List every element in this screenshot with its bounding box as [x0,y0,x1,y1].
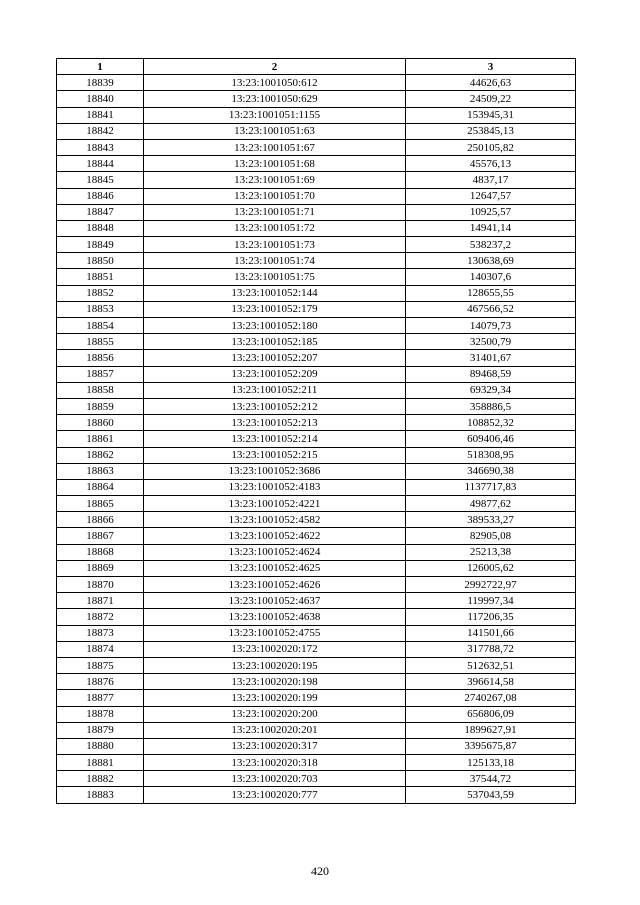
cadastral-number-cell: 13:23:1001052:4582 [144,512,406,528]
value-cell: 141501,66 [406,625,576,641]
table-row [57,382,576,398]
row-number-cell: 18854 [57,318,144,334]
table-row [57,204,576,220]
table-row [57,253,576,269]
value-cell: 346690,38 [406,463,576,479]
value-cell: 119997,34 [406,593,576,609]
value-cell: 467566,52 [406,301,576,317]
value-cell: 128655,55 [406,285,576,301]
table-row [57,75,576,91]
value-cell: 31401,67 [406,350,576,366]
cadastral-number-cell: 13:23:1002020:777 [144,787,406,803]
value-cell: 89468,59 [406,366,576,382]
row-number-cell: 18853 [57,301,144,317]
value-cell: 389533,27 [406,512,576,528]
row-number-cell: 18845 [57,172,144,188]
table-row [57,593,576,609]
value-cell: 518308,95 [406,447,576,463]
cadastral-number-cell: 13:23:1001052:4638 [144,609,406,625]
row-number-cell: 18864 [57,479,144,495]
value-cell: 537043,59 [406,787,576,803]
value-cell: 10925,57 [406,204,576,220]
value-cell: 108852,32 [406,415,576,431]
page-number: 420 [311,864,329,878]
row-number-cell: 18870 [57,577,144,593]
row-number-cell: 18840 [57,91,144,107]
table-row [57,107,576,123]
row-number-cell: 18877 [57,690,144,706]
value-cell: 69329,34 [406,382,576,398]
value-cell: 14079,73 [406,318,576,334]
value-cell: 250105,82 [406,139,576,155]
cadastral-number-cell: 13:23:1001051:72 [144,220,406,236]
row-number-cell: 18868 [57,544,144,560]
cadastral-number-cell: 13:23:1001052:4183 [144,479,406,495]
row-number-cell: 18883 [57,787,144,803]
value-cell: 117206,35 [406,609,576,625]
cadastral-number-cell: 13:23:1002020:201 [144,722,406,738]
row-number-cell: 18872 [57,609,144,625]
value-cell: 130638,69 [406,253,576,269]
cadastral-number-cell: 13:23:1002020:198 [144,674,406,690]
cadastral-number-cell: 13:23:1001052:179 [144,301,406,317]
data-table [56,58,576,804]
table-row [57,641,576,657]
value-cell: 49877,62 [406,496,576,512]
value-cell: 1137717,83 [406,479,576,495]
row-number-cell: 18842 [57,123,144,139]
cadastral-number-cell: 13:23:1001052:214 [144,431,406,447]
table-row [57,496,576,512]
row-number-cell: 18866 [57,512,144,528]
cadastral-number-cell: 13:23:1001052:144 [144,285,406,301]
table-row [57,318,576,334]
cadastral-number-cell: 13:23:1002020:199 [144,690,406,706]
value-cell: 1899627,91 [406,722,576,738]
cadastral-number-cell: 13:23:1001052:207 [144,350,406,366]
table-row [57,366,576,382]
cadastral-number-cell: 13:23:1001051:75 [144,269,406,285]
table-row [57,188,576,204]
value-cell: 82905,08 [406,528,576,544]
table-row [57,123,576,139]
table-row [57,172,576,188]
cadastral-number-cell: 13:23:1002020:200 [144,706,406,722]
row-number-cell: 18873 [57,625,144,641]
cadastral-number-cell: 13:23:1001051:1155 [144,107,406,123]
cadastral-number-cell: 13:23:1001052:185 [144,334,406,350]
row-number-cell: 18875 [57,657,144,673]
table-row [57,657,576,673]
table-row [57,334,576,350]
value-cell: 125133,18 [406,755,576,771]
value-cell: 396614,58 [406,674,576,690]
cadastral-number-cell: 13:23:1001052:4221 [144,496,406,512]
table-row [57,706,576,722]
value-cell: 45576,13 [406,156,576,172]
row-number-cell: 18860 [57,415,144,431]
value-cell: 253845,13 [406,123,576,139]
table-row [57,350,576,366]
cadastral-number-cell: 13:23:1001051:71 [144,204,406,220]
value-cell: 609406,46 [406,431,576,447]
table-row [57,512,576,528]
cadastral-number-cell: 13:23:1001052:4624 [144,544,406,560]
row-number-cell: 18844 [57,156,144,172]
table-body [57,75,576,803]
column-header-3: 3 [406,59,576,75]
header-row [57,59,576,75]
value-cell: 3395675,87 [406,738,576,754]
table-row [57,609,576,625]
cadastral-number-cell: 13:23:1001052:4626 [144,577,406,593]
row-number-cell: 18856 [57,350,144,366]
cadastral-number-cell: 13:23:1001052:212 [144,398,406,414]
row-number-cell: 18857 [57,366,144,382]
cadastral-number-cell: 13:23:1001052:213 [144,415,406,431]
row-number-cell: 18871 [57,593,144,609]
column-header-2: 2 [144,59,406,75]
table-row [57,91,576,107]
value-cell: 512632,51 [406,657,576,673]
cadastral-number-cell: 13:23:1001051:68 [144,156,406,172]
row-number-cell: 18878 [57,706,144,722]
table-row [57,156,576,172]
table-row [57,738,576,754]
cadastral-number-cell: 13:23:1002020:195 [144,657,406,673]
value-cell: 24509,22 [406,91,576,107]
cadastral-number-cell: 13:23:1001050:629 [144,91,406,107]
cadastral-number-cell: 13:23:1001051:73 [144,237,406,253]
row-number-cell: 18843 [57,139,144,155]
table-row [57,447,576,463]
table-row [57,560,576,576]
row-number-cell: 18869 [57,560,144,576]
value-cell: 140307,6 [406,269,576,285]
cadastral-number-cell: 13:23:1002020:703 [144,771,406,787]
cadastral-number-cell: 13:23:1002020:317 [144,738,406,754]
row-number-cell: 18849 [57,237,144,253]
row-number-cell: 18855 [57,334,144,350]
cadastral-number-cell: 13:23:1001052:211 [144,382,406,398]
cadastral-number-cell: 13:23:1001052:4625 [144,560,406,576]
table-row [57,415,576,431]
table-row [57,463,576,479]
value-cell: 44626,63 [406,75,576,91]
table-row [57,625,576,641]
table-row [57,398,576,414]
row-number-cell: 18867 [57,528,144,544]
cadastral-number-cell: 13:23:1001052:215 [144,447,406,463]
row-number-cell: 18865 [57,496,144,512]
value-cell: 126005,62 [406,560,576,576]
table-row [57,479,576,495]
table-row [57,139,576,155]
row-number-cell: 18846 [57,188,144,204]
row-number-cell: 18861 [57,431,144,447]
cadastral-number-cell: 13:23:1001050:612 [144,75,406,91]
row-number-cell: 18863 [57,463,144,479]
cadastral-number-cell: 13:23:1001052:4622 [144,528,406,544]
value-cell: 25213,38 [406,544,576,560]
column-header-1: 1 [57,59,144,75]
table-row [57,301,576,317]
value-cell: 538237,2 [406,237,576,253]
value-cell: 4837,17 [406,172,576,188]
row-number-cell: 18841 [57,107,144,123]
value-cell: 2740267,08 [406,690,576,706]
table-row [57,528,576,544]
table-row [57,787,576,803]
value-cell: 12647,57 [406,188,576,204]
table-row [57,690,576,706]
table-row [57,544,576,560]
cadastral-number-cell: 13:23:1001052:4755 [144,625,406,641]
row-number-cell: 18881 [57,755,144,771]
row-number-cell: 18880 [57,738,144,754]
row-number-cell: 18851 [57,269,144,285]
cadastral-number-cell: 13:23:1001051:67 [144,139,406,155]
cadastral-number-cell: 13:23:1001052:4637 [144,593,406,609]
cadastral-number-cell: 13:23:1001052:209 [144,366,406,382]
table-header [57,59,576,75]
table-row [57,577,576,593]
row-number-cell: 18859 [57,398,144,414]
value-cell: 153945,31 [406,107,576,123]
value-cell: 2992722,97 [406,577,576,593]
table-row [57,269,576,285]
row-number-cell: 18874 [57,641,144,657]
cadastral-number-cell: 13:23:1001052:180 [144,318,406,334]
cadastral-number-cell: 13:23:1002020:172 [144,641,406,657]
table-row [57,220,576,236]
cadastral-number-cell: 13:23:1001051:74 [144,253,406,269]
cadastral-number-cell: 13:23:1001051:69 [144,172,406,188]
row-number-cell: 18876 [57,674,144,690]
table-row [57,674,576,690]
row-number-cell: 18879 [57,722,144,738]
cadastral-number-cell: 13:23:1001051:70 [144,188,406,204]
value-cell: 358886,5 [406,398,576,414]
cadastral-number-cell: 13:23:1001052:3686 [144,463,406,479]
row-number-cell: 18848 [57,220,144,236]
cadastral-number-cell: 13:23:1002020:318 [144,755,406,771]
row-number-cell: 18882 [57,771,144,787]
value-cell: 656806,09 [406,706,576,722]
cadastral-number-cell: 13:23:1001051:63 [144,123,406,139]
value-cell: 317788,72 [406,641,576,657]
row-number-cell: 18839 [57,75,144,91]
table-row [57,237,576,253]
row-number-cell: 18852 [57,285,144,301]
value-cell: 32500,79 [406,334,576,350]
value-cell: 14941,14 [406,220,576,236]
row-number-cell: 18862 [57,447,144,463]
table-row [57,771,576,787]
table-row [57,285,576,301]
row-number-cell: 18858 [57,382,144,398]
row-number-cell: 18847 [57,204,144,220]
row-number-cell: 18850 [57,253,144,269]
table-row [57,755,576,771]
table-row [57,431,576,447]
value-cell: 37544,72 [406,771,576,787]
table-row [57,722,576,738]
